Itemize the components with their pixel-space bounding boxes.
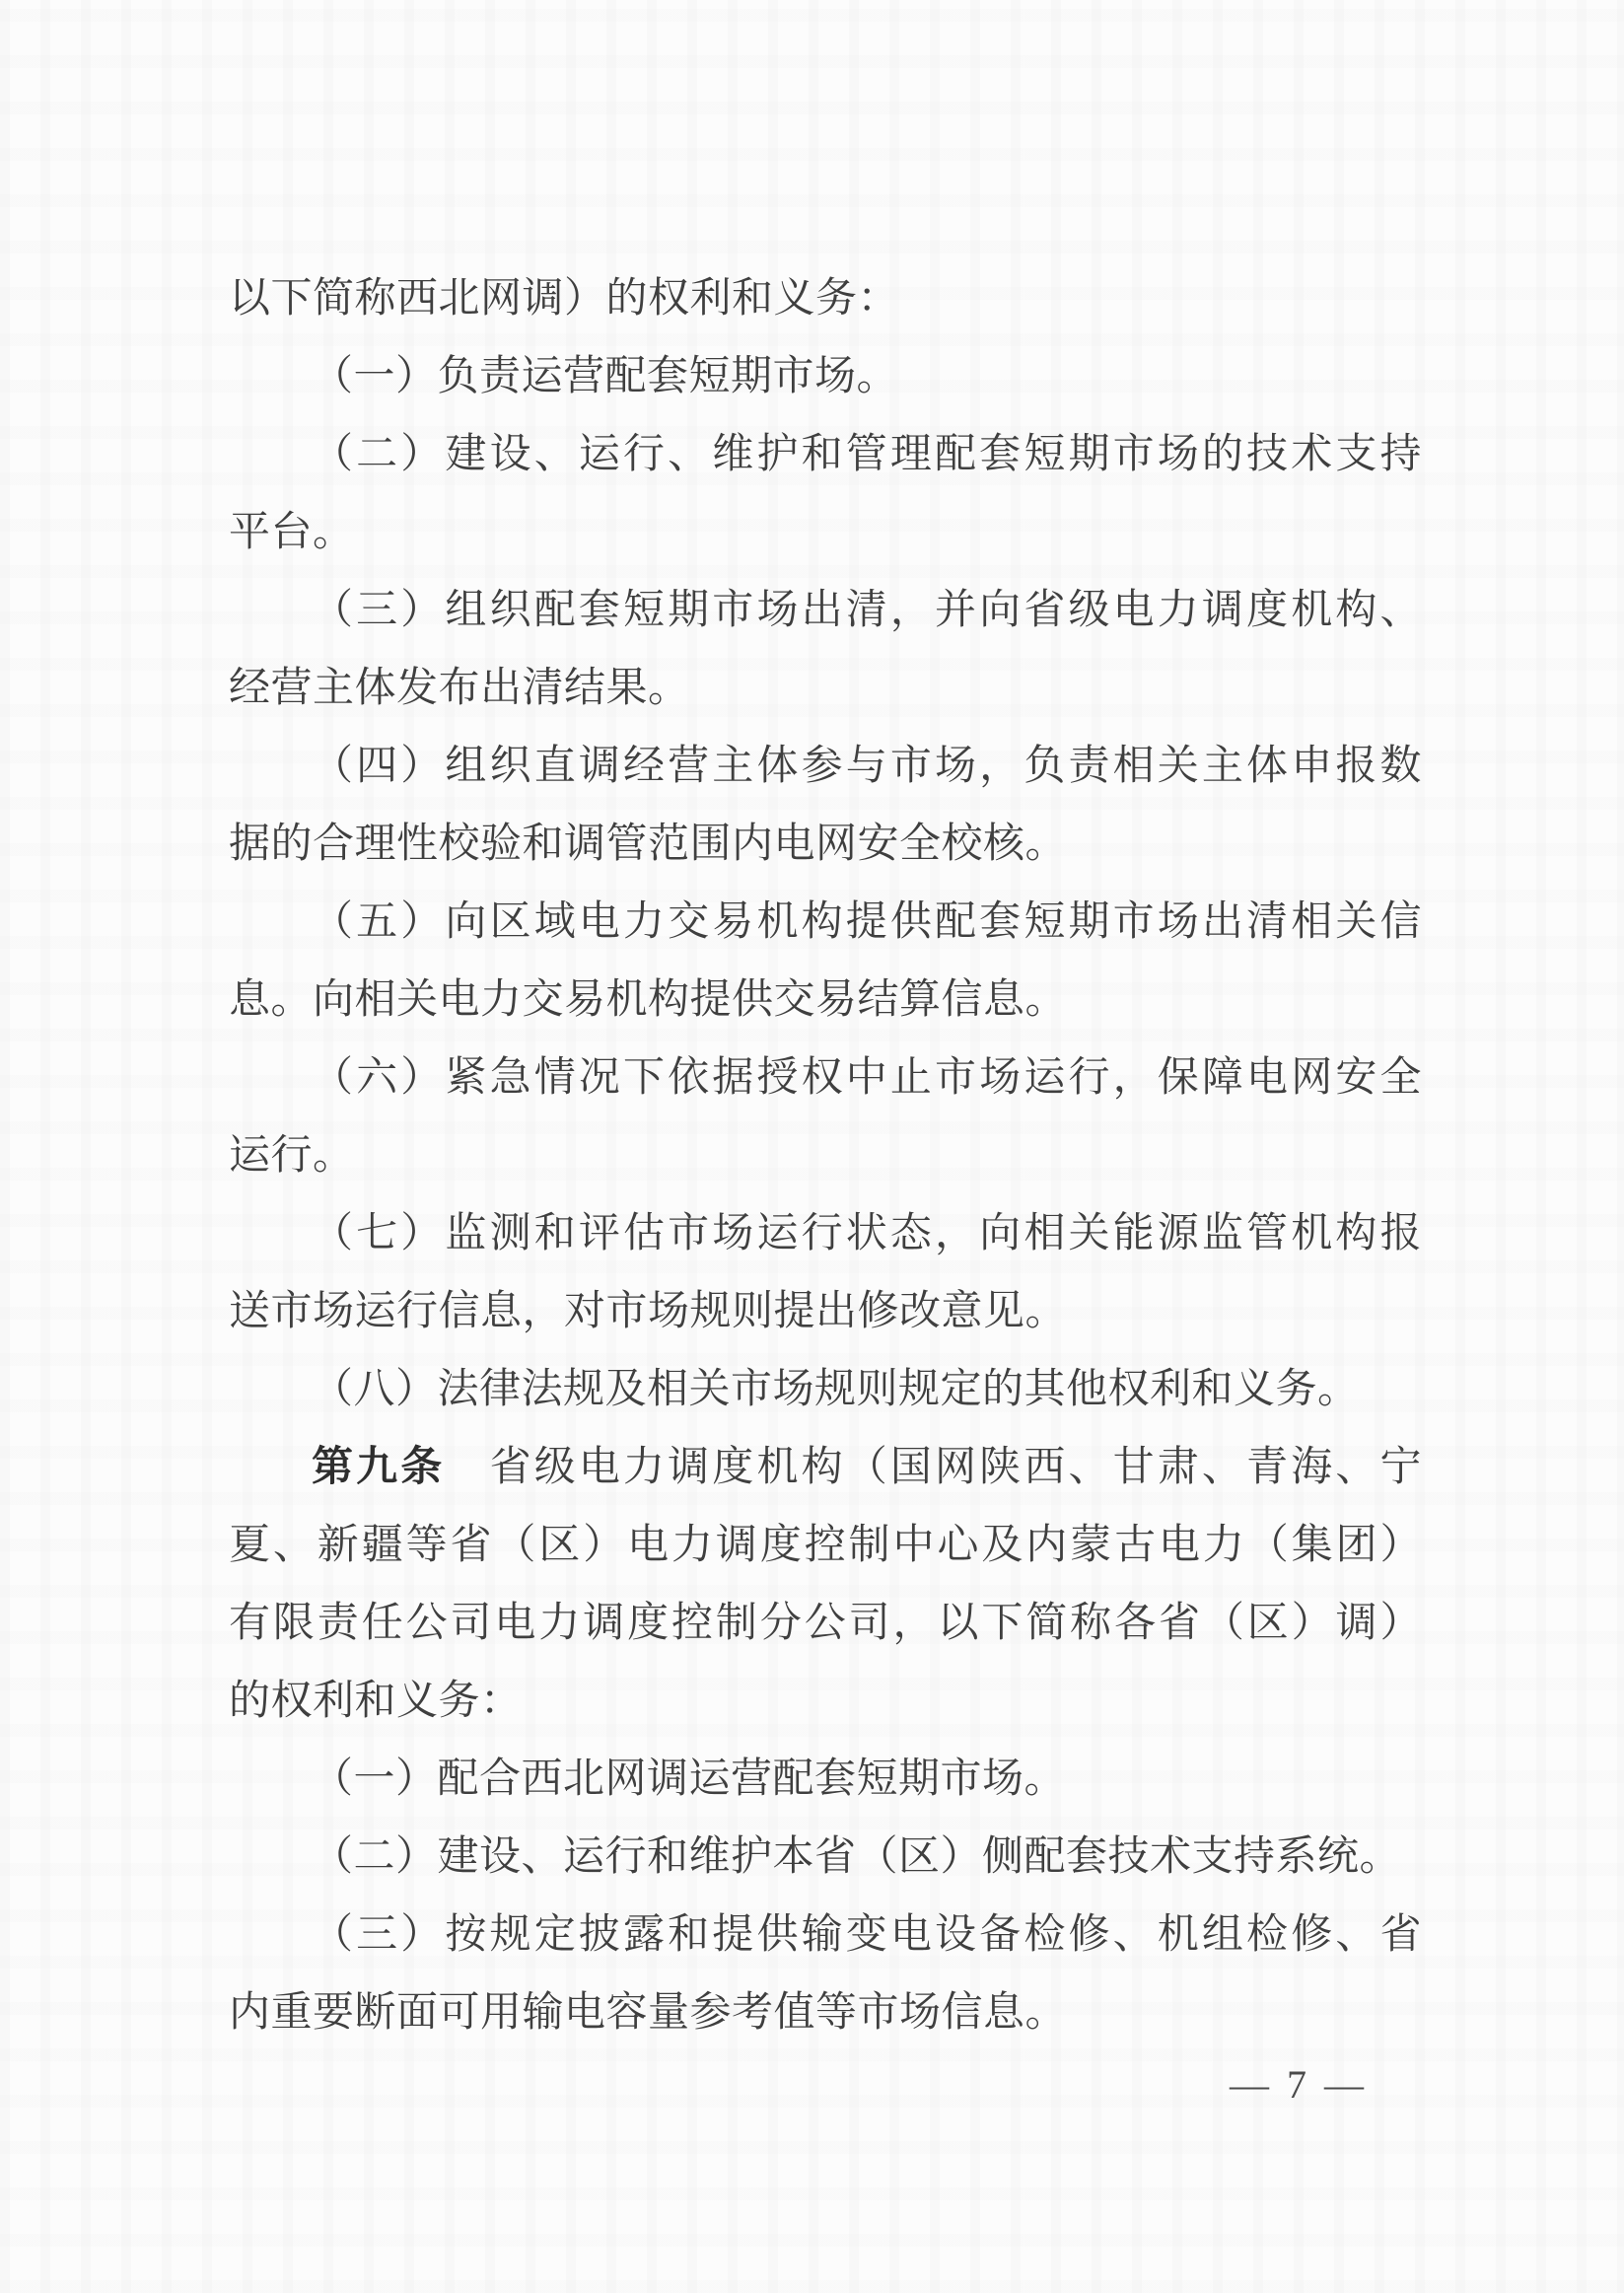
text-line: （四）组织直调经营主体参与市场，负责相关主体申报数 <box>312 744 1422 789</box>
text-line: 以下简称西北网调）的权利和义务： <box>229 276 900 322</box>
text-line: （二）建设、运行和维护本省（区）侧配套技术支持系统。 <box>312 1834 1402 1880</box>
text-line: （五）向区域电力交易机构提供配套短期市场出清相关信 <box>312 899 1422 945</box>
text-line: （一）配合西北网调运营配套短期市场。 <box>312 1756 1067 1802</box>
text-line: （七）监测和评估市场运行状态，向相关能源监管机构报 <box>312 1211 1422 1256</box>
text-line-article-9 <box>229 1429 1422 1507</box>
article-text: 省级电力调度机构（国网陕西、甘肃、青海、宁 <box>445 1445 1422 1490</box>
text-line: （二）建设、运行、维护和管理配套短期市场的技术支持 <box>312 432 1422 477</box>
text-line: 有限责任公司电力调度控制分公司，以下简称各省（区）调） <box>229 1601 1422 1646</box>
text-line: 夏、新疆等省（区）电力调度控制中心及内蒙古电力（集团） <box>229 1523 1422 1568</box>
text-line: 平台。 <box>229 510 355 555</box>
text-line: 运行。 <box>229 1133 355 1179</box>
text-line: （三）按规定披露和提供输变电设备检修、机组检修、省 <box>312 1912 1422 1958</box>
page-number: — 7 — <box>1230 2062 1368 2107</box>
article-number: 第九条 <box>312 1445 446 1490</box>
text-line: 的权利和义务： <box>229 1679 523 1724</box>
text-line: 内重要断面可用输电容量参考值等市场信息。 <box>229 1990 1068 2036</box>
document-body <box>229 260 1422 2052</box>
text-line: 据的合理性校验和调管范围内电网安全校核。 <box>229 822 1068 867</box>
text-line: 息。向相关电力交易机构提供交易结算信息。 <box>229 977 1068 1023</box>
text-line: （一）负责运营配套短期市场。 <box>312 354 899 399</box>
text-line: （三）组织配套短期市场出清，并向省级电力调度机构、 <box>312 588 1422 633</box>
text-line: 送市场运行信息，对市场规则提出修改意见。 <box>229 1289 1068 1334</box>
text-line: 经营主体发布出清结果。 <box>229 666 690 711</box>
text-line: （六）紧急情况下依据授权中止市场运行，保障电网安全 <box>312 1055 1422 1101</box>
text-line: （八）法律法规及相关市场规则规定的其他权利和义务。 <box>312 1367 1360 1412</box>
